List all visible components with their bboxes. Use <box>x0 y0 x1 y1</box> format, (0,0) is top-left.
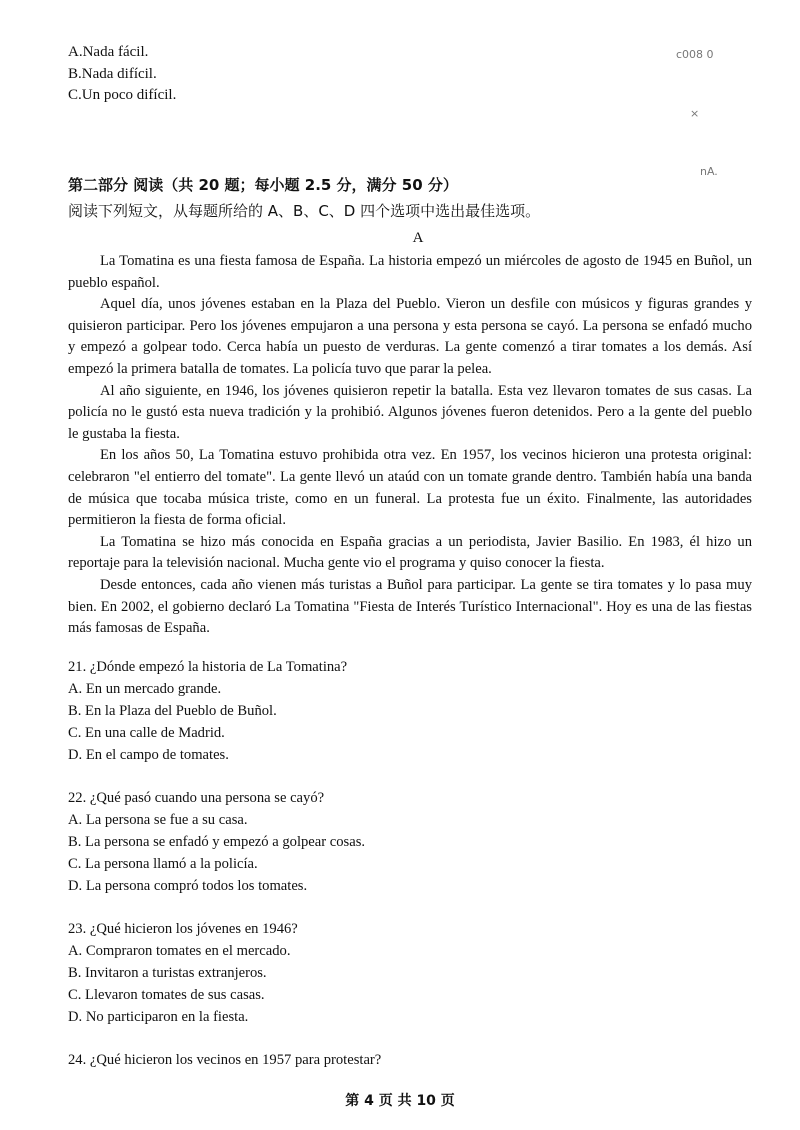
scan-mark-x: × <box>690 107 700 120</box>
passage-paragraph: En los años 50, La Tomatina estuvo prohibida otra vez. En 1957, los vecinos hicieron una protesta original: celebraron "el entierro del tomate". La gente llevó un ataúd con un tomate grande dentro. También había una banda de música que tocaba música triste, como en un funeral. La protesta fue un éxito. Finalmente, las autoridades permitieron la fiesta de forma oficial. <box>68 447 752 529</box>
scan-mark-top-right: c008 0 <box>676 48 714 61</box>
question-stem: 21. ¿Dónde empezó la historia de La Tomatina? <box>68 659 348 675</box>
option-c: C. Llevaron tomates de sus casas. <box>68 987 265 1003</box>
previous-option-a: A.Nada fácil. <box>68 44 149 60</box>
section-heading: 第二部分 阅读（共 20 题；每小题 2.5 分，满分 50 分） <box>68 176 458 194</box>
passage-paragraph: Aquel día, unos jóvenes estaban en la Plaza del Pueblo. Vieron un desfile con músicos y figuras grandes y quisieron participar. Pero los jóvenes empujaron a una persona y esta persona se cayó. La persona se enfadó mucho y empezó a golpear todo. Cerca había un puesto de verduras. La gente comenzó a tirar tomates a los demás. Así empezó la primera batalla de tomates. La policía tuvo que parar la pelea. <box>68 296 752 377</box>
option-b: B. En la Plaza del Pueblo de Buñol. <box>68 703 277 719</box>
option-b: B. La persona se enfadó y empezó a golpear cosas. <box>68 834 366 850</box>
question-stem: 24. ¿Qué hicieron los vecinos en 1957 para protestar? <box>68 1052 382 1068</box>
option-c: C. La persona llamó a la policía. <box>68 856 258 872</box>
option-b: B. Invitaron a turistas extranjeros. <box>68 965 267 981</box>
option-d: D. La persona compró todos los tomates. <box>68 878 308 894</box>
page-number-footer: 第 4 页 共 10 页 <box>345 1093 455 1109</box>
passage-paragraph: Al año siguiente, en 1946, los jóvenes quisieron repetir la batalla. Esta vez llevaron tomates de sus casas. La policía no le gustó esta nueva tradición y la prohibió. Algunos jóvenes fueron detenidos. Pero a la gente del pueblo le gustaba la fiesta. <box>68 382 752 442</box>
option-a: A. En un mercado grande. <box>68 681 222 697</box>
scan-mark-right: nA. <box>700 165 718 178</box>
passage-paragraph: Desde entonces, cada año vienen más turistas a Buñol para participar. La gente se tira tomates y lo pasa muy bien. En 2002, el gobierno declaró La Tomatina "Fiesta de Interés Turístico Internacional". Hoy es una de las fiestas más famosas de España. <box>68 576 752 637</box>
question-24 <box>68 1049 748 1071</box>
previous-option-c: C.Un poco difícil. <box>68 87 177 103</box>
option-d: D. No participaron en la fiesta. <box>68 1009 249 1025</box>
question-stem: 23. ¿Qué hicieron los jóvenes en 1946? <box>68 921 298 937</box>
question-22 <box>68 787 748 897</box>
question-21 <box>68 656 748 766</box>
option-d: D. En el campo de tomates. <box>68 747 229 763</box>
question-stem: 22. ¿Qué pasó cuando una persona se cayó? <box>68 790 325 806</box>
question-23 <box>68 918 748 1028</box>
previous-question-options <box>68 42 176 107</box>
option-a: A. Compraron tomates en el mercado. <box>68 943 291 959</box>
passage-paragraph: La Tomatina se hizo más conocida en España gracias a un periodista, Javier Basilio. En 1983, él hizo un reportaje para la televisión nacional. Mucha gente vio el programa y quiso conocer la fiesta. <box>68 533 752 572</box>
reading-passage <box>68 251 752 640</box>
passage-paragraph: La Tomatina es una fiesta famosa de España. La historia empezó un miércoles de agosto de 1945 en Buñol, un pueblo español. <box>68 253 752 291</box>
section-instruction: 阅读下列短文，从每题所给的 A、B、C、D 四个选项中选出最佳选项。 <box>68 202 541 220</box>
option-a: A. La persona se fue a su casa. <box>68 812 248 828</box>
passage-letter: A <box>412 230 424 246</box>
question-list <box>68 656 748 1092</box>
previous-option-b: B.Nada difícil. <box>68 65 157 82</box>
option-c: C. En una calle de Madrid. <box>68 725 225 741</box>
